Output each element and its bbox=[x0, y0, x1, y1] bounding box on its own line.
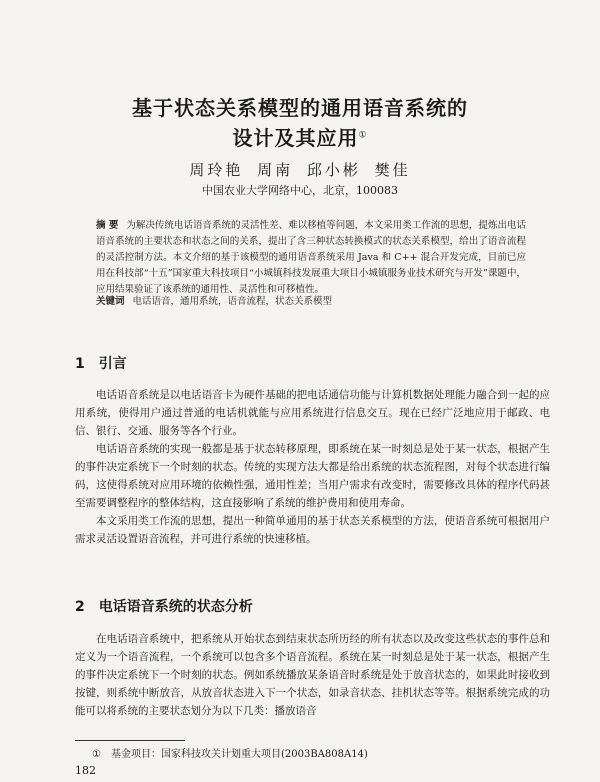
section-2-title: 电话语音系统的状态分析 bbox=[98, 599, 253, 615]
keywords-text: 电话语音，通用系统，语音流程，状态关系模型 bbox=[132, 296, 333, 307]
section-1-paragraph: 本文采用类工作流的思想，提出一种简单通用的基于状态关系模型的方法，使语音系统可根据用户需求灵活设置语音流程，并可进行系统的快速移植。 bbox=[75, 515, 550, 545]
section-1-heading bbox=[75, 353, 127, 373]
section-1-title: 引言 bbox=[98, 356, 127, 372]
section-1-paragraph: 电话语音系统是以电话语音卡为硬件基础的把电话通信功能与计算机数据处理能力融合到一起的应用系统，使得用户通过普通的电话机就能与应用系统进行信息交互。现在已经广泛地应用于邮政、电信、银行、交通、服务等各个行业。 bbox=[75, 389, 550, 437]
footnote-divider bbox=[75, 740, 185, 741]
affiliation: 中国农业大学网络中心，北京，100083 bbox=[202, 184, 398, 197]
abstract-label: 摘 要 bbox=[96, 220, 119, 231]
title-footnote-mark: ① bbox=[358, 130, 368, 141]
keywords-label: 关键词 bbox=[96, 296, 125, 307]
page-number: 182 bbox=[75, 764, 96, 777]
keywords bbox=[96, 293, 526, 307]
footnote-text: 基金项目：国家科技攻关计划重大项目(2003BA808A14) bbox=[110, 749, 368, 760]
footnote bbox=[92, 745, 368, 760]
section-2-body bbox=[75, 630, 550, 720]
paper-title-line-2-text: 设计及其应用 bbox=[232, 126, 359, 150]
abstract bbox=[96, 218, 526, 298]
section-1-paragraph: 电话语音系统的实现一般都是基于状态转移原理，即系统在某一时刻总是处于某一状态，根据产生的事件决定系统下一个时刻的状态。传统的实现方法大都是给出系统的状态流程图，对每个状态进行编码，这使得系统对应用环境的依赖性强，通用性差；当用户需求有改变时，需要修改具体的程序代码甚至需要调整程序的整体结构，这直接影响了系统的维护费用和使用寿命。 bbox=[75, 443, 550, 509]
paper-title-line-1: 基于状态关系模型的通用语音系统的 bbox=[132, 96, 468, 120]
footnote-mark: ① bbox=[92, 749, 101, 760]
paper-title-line-2 bbox=[0, 122, 600, 151]
section-2-heading bbox=[75, 596, 253, 616]
section-2-number: 2 bbox=[75, 599, 85, 615]
section-1-body bbox=[75, 386, 550, 548]
section-1-number: 1 bbox=[75, 356, 85, 372]
section-2-paragraph: 在电话语音系统中，把系统从开始状态到结束状态所历经的所有状态以及改变这些状态的事件总和定义为一个语音流程，一个系统可以包含多个语音流程。系统在某一时刻总是处于某一状态，根据产生的事件决定系统下一个时刻的状态。例如系统播放某条语音时系统是处于放音状态的，如果此时接收到按键，则系统中断放音，从放音状态进入下一个状态，如录音状态、挂机状态等等。根据系统完成的功能可以将系统的主要状态划分为以下几类：播放语音 bbox=[75, 633, 550, 717]
abstract-text: 为解决传统电话语音系统的灵活性差、难以移植等问题，本文采用类工作流的思想，提炼出电话语音系统的主要状态和状态之间的关系，提出了含三种状态转换模式的状态关系模型，给出了语音流程的灵活控制方法。本文介绍的基于该模型的通用语音系统采用 Java 和 C++ 混合开发完成，目前已应用在科技部“十五”国家重大科技项目“小城镇科技发展重大项目小城镇服务业技术研究与开发”课题中，应用结果验证了该系统的通用性、灵活性和可移植性。 bbox=[96, 220, 526, 295]
authors: 周玲艳 周南 邱小彬 樊佳 bbox=[189, 161, 411, 179]
